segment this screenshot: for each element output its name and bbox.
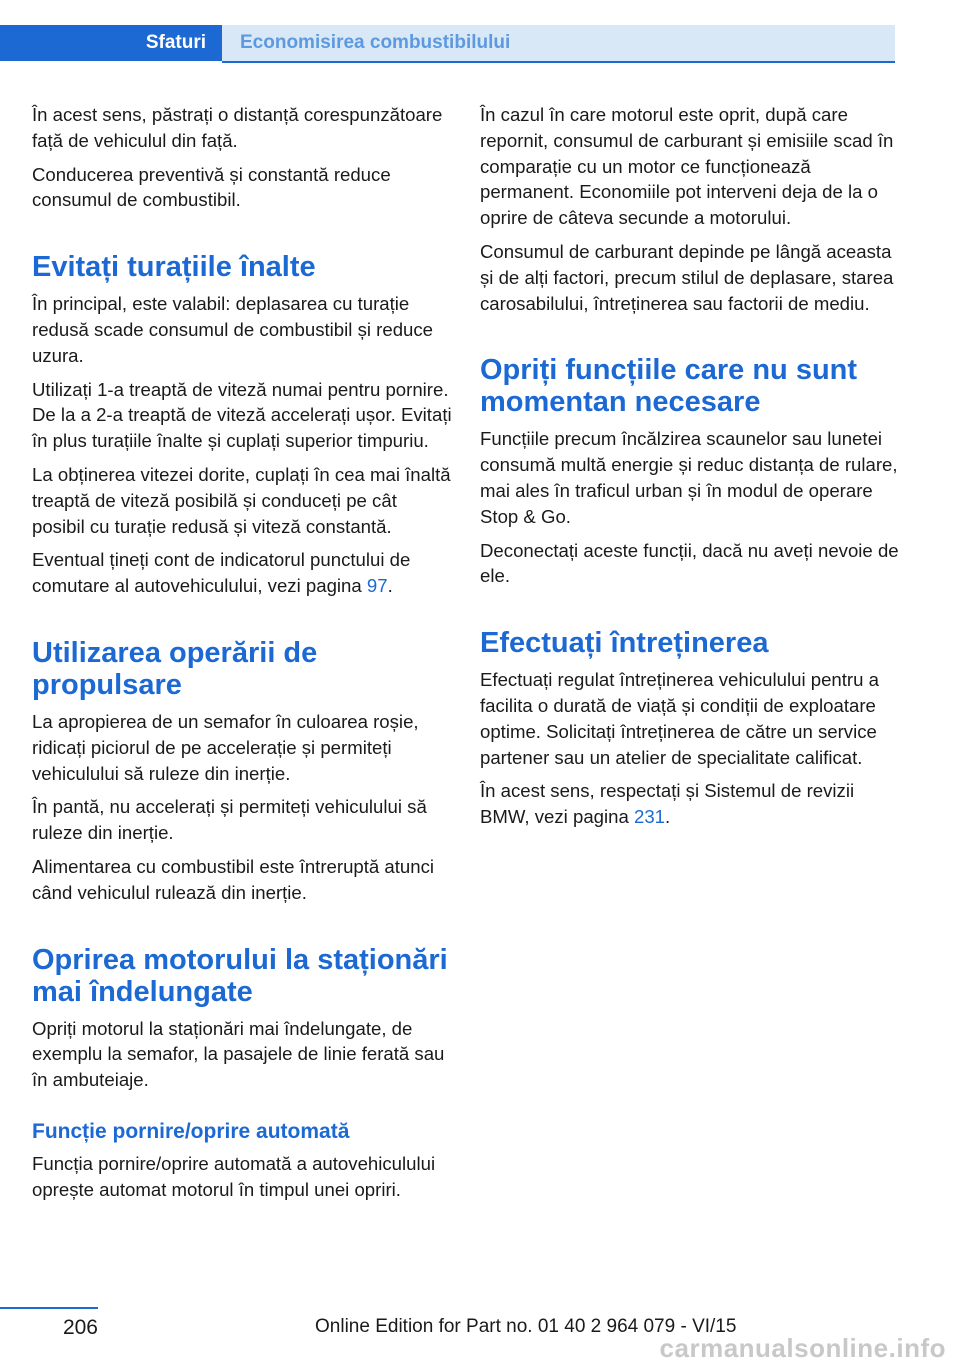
paragraph-with-link <box>480 778 900 830</box>
header-underline <box>222 61 895 63</box>
paragraph: Conducerea preventivă și constantă reduce consumul de combustibil. <box>32 163 391 211</box>
paragraph: La apropierea de un semafor în culoarea roșie, ridicați piciorul de pe accelerație și permiteți vehiculului să ruleze din inerție. <box>32 710 419 784</box>
header-section-title[interactable]: Economisirea combustibilului <box>240 32 511 53</box>
page-link-231[interactable]: 231 <box>633 806 666 828</box>
paragraph: În cazul în care motorul este oprit, după care repornit, consumul de carburant și emisiile scad în comparație cu un motor ce funcționează permanent. Economiile pot interveni deja de la o oprire de câteva secunde a motorului. <box>480 104 894 229</box>
heading-oprirea-motorului: Oprirea motorului la staționări mai îndelungate <box>32 943 448 1008</box>
watermark: carmanualsonline.info <box>659 1333 946 1363</box>
paragraph: Alimentarea cu combustibil este întreruptă atunci când vehiculul rulează din inerție. <box>32 855 435 903</box>
paragraph-end: . <box>665 806 671 828</box>
heading-utilizarea-propulsare: Utilizarea operării de propulsare <box>32 636 318 701</box>
paragraph: În acest sens, păstrați o distanță corespunzătoare față de vehiculul din față. <box>32 104 443 151</box>
heading-opriti-functiile: Opriți funcțiile care nu sunt momentan necesare <box>480 354 858 419</box>
paragraph: Opriți motorul la staționări mai îndelungate, de exemplu la semafor, la pasajele de linie ferată sau în ambuteiaje. <box>32 1017 445 1091</box>
heading-efectuati-intretinerea: Efectuați întreținerea <box>480 627 769 660</box>
footer-rule <box>0 1307 98 1309</box>
paragraph: Efectuați regulat întreținerea vehiculului pentru a facilita o durată de viață și condiții de exploatare optime. Solicitați întreținerea de către un service partener sau un atelier de specialitate calificat. <box>480 669 879 768</box>
edition-note: Online Edition for Part no. 01 40 2 964 079 - VI/15 <box>315 1316 737 1337</box>
paragraph: Funcția pornire/oprire automată a autovehiculului oprește automat motorul în timpul unei opriri. <box>32 1152 436 1200</box>
paragraph-text: Eventual țineți cont de indicatorul punctului de comutare al autovehiculului, vezi pagina <box>32 549 411 597</box>
page-number: 206 <box>62 1316 98 1339</box>
paragraph-end: . <box>387 575 393 597</box>
heading-evitati-turatiile: Evitați turațiile înalte <box>32 251 316 284</box>
paragraph-text: În acest sens, respectați și Sistemul de revizii BMW, vezi pagina <box>480 780 855 828</box>
paragraph: La obținerea vitezei dorite, cuplați în cea mai înaltă treaptă de viteză posibilă și conduceți pe cât posibil cu turație redusă și viteză constantă. <box>32 463 451 537</box>
paragraph-with-link <box>32 547 452 599</box>
paragraph: Consumul de carburant depinde pe lângă aceasta și de alți factori, precum stilul de deplasare, starea carosabilului, întreținerea sau factorii de mediu. <box>480 240 894 314</box>
paragraph: Deconectați aceste funcții, dacă nu aveți nevoie de ele. <box>480 539 899 587</box>
paragraph: Funcțiile precum încălzirea scaunelor sau lunetei consumă multă energie și reduc distanța de rulare, mai ales în traficul urban și în modul de operare Stop & Go. <box>480 428 898 527</box>
page-link-97[interactable]: 97 <box>366 575 388 597</box>
paragraph: Utilizați 1-a treaptă de viteză numai pentru pornire. De la a 2-a treaptă de viteză accelerați ușor. Evitați în plus turațiile înalte și cuplați superior timpuriu. <box>32 378 452 452</box>
paragraph: În principal, este valabil: deplasarea cu turație redusă scade consumul de combustibil și reduce uzura. <box>32 293 434 366</box>
header-chapter-tab[interactable]: Sfaturi <box>0 25 222 61</box>
paragraph: În pantă, nu accelerați și permiteți vehiculului să ruleze din inerție. <box>32 796 427 844</box>
right-column <box>480 102 900 838</box>
left-column <box>32 102 452 1211</box>
page-header <box>0 25 895 61</box>
subheading-functie-pornire-oprire: Funcție pornire/oprire automată <box>32 1119 350 1143</box>
